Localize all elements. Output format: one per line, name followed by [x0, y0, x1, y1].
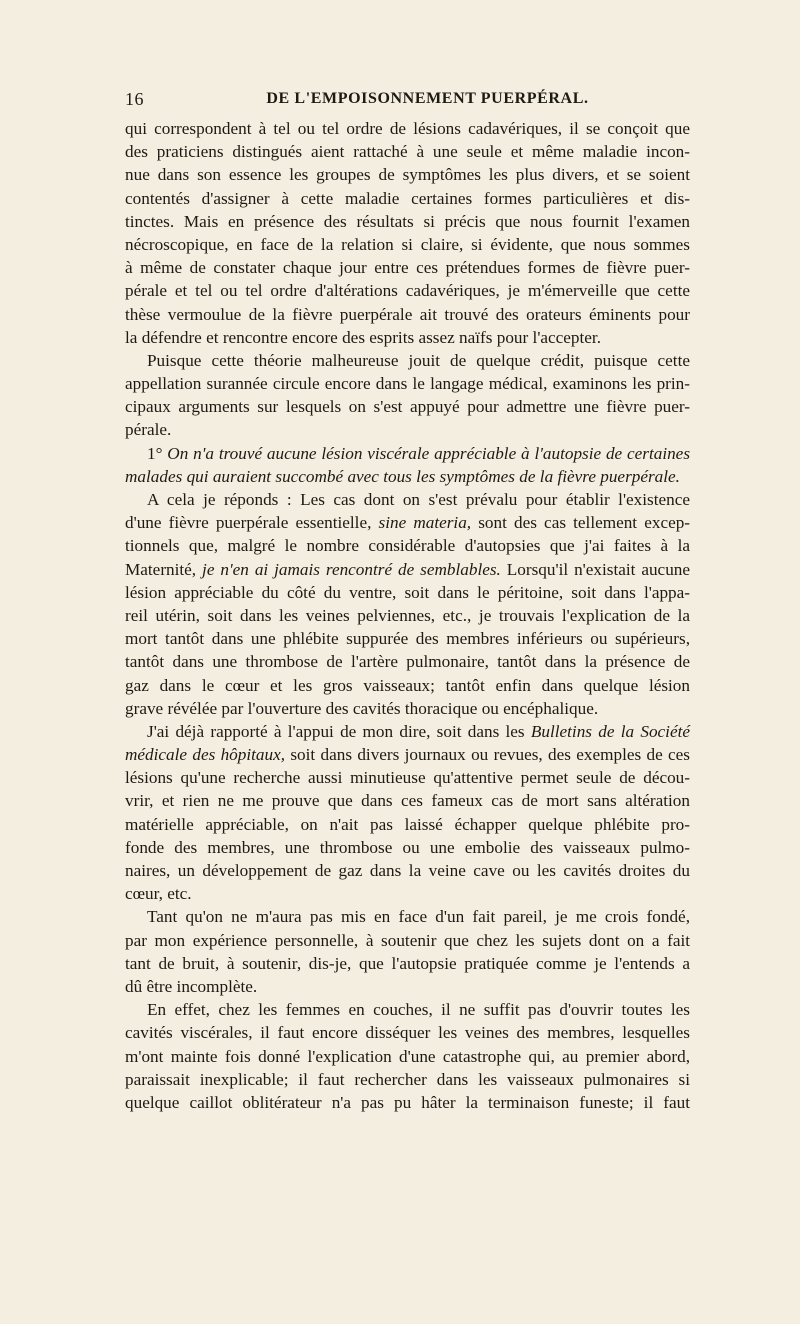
text-line — [125, 395, 690, 418]
text-line — [125, 1091, 690, 1114]
text-line — [125, 372, 690, 395]
text-line — [125, 442, 690, 465]
text-run: nue dans son essence les groupes de symptômes les plus divers, et se soient — [125, 165, 690, 185]
text-line — [125, 975, 690, 998]
text-run: matérielle appréciable, on n'ait pas laissé échapper quelque phlébite pro- — [125, 814, 690, 834]
text-run: tinctes. Mais en présence des résultats si précis que nous fournit l'examen — [125, 211, 690, 231]
text-line — [125, 163, 690, 186]
text-run: à même de constater chaque jour entre ces prétendues formes de fièvre puer- — [125, 258, 690, 278]
text-run: Puisque cette théorie malheureuse jouit de quelque crédit, puisque cette — [147, 350, 690, 370]
text-run: vrir, et rien ne me prouve que dans ces fameux cas de mort sans altération — [125, 791, 690, 811]
page-number: 16 — [125, 89, 144, 109]
text-line — [125, 952, 690, 975]
text-run: A cela je réponds : Les cas dont on s'est prévalu pour établir l'existence — [147, 490, 690, 509]
text-line — [125, 465, 690, 488]
text-run: Maternité, — [125, 559, 203, 579]
text-run: grave révélée par l'ouverture des cavités thoracique ou encéphalique. — [125, 698, 599, 718]
text-line — [125, 766, 690, 789]
text-line — [125, 418, 690, 441]
text-line — [125, 558, 690, 581]
text-line — [125, 511, 690, 534]
text-line — [125, 674, 690, 697]
text-line — [125, 743, 690, 766]
text-run: paraissait inexplicable; il faut rechercher dans les vaisseaux pulmonaires si — [125, 1069, 690, 1089]
text-line — [125, 187, 690, 210]
italic-run: je n'en ai jamais rencontré de semblables. — [202, 559, 501, 579]
text-run: fonde des membres, une thrombose ou une embolie des vaisseaux pulmo- — [125, 837, 690, 857]
text-run: En effet, chez les femmes en couches, il ne suffit pas d'ouvrir toutes les — [147, 1000, 690, 1020]
text-run: par mon expérience personnelle, à soutenir que chez les sujets dont on a fait — [125, 930, 690, 950]
text-run: gaz dans le cœur et les gros vaisseaux; tantôt enfin dans quelque lésion — [125, 675, 690, 695]
text-line — [125, 720, 690, 743]
text-run: Tant qu'on ne m'aura pas mis en face d'un fait pareil, je me crois fondé, — [147, 907, 690, 927]
text-run: tant de bruit, à soutenir, dis-je, que l'autopsie pratiquée comme je l'entends a — [125, 953, 690, 973]
text-run: quelque caillot oblitérateur n'a pas pu hâter la terminaison funeste; il faut — [125, 1092, 690, 1112]
text-line — [125, 581, 690, 604]
text-line — [125, 604, 690, 627]
text-run: lésion appréciable du côté du ventre, soit dans le péritoine, soit dans l'appa- — [125, 582, 690, 602]
text-line — [125, 326, 690, 349]
text-line — [125, 1021, 690, 1044]
text-line — [125, 140, 690, 163]
text-line — [125, 929, 690, 952]
text-line — [125, 488, 690, 511]
running-head: DE L'EMPOISONNEMENT PUERPÉRAL. — [266, 90, 589, 107]
text-line — [125, 1068, 690, 1091]
text-line — [125, 279, 690, 302]
text-line — [125, 836, 690, 859]
text-run: soit dans divers journaux ou revues, des exemples de ces — [285, 745, 690, 765]
text-line — [125, 627, 690, 650]
text-run: tionnels que, malgré le nombre considérable d'autopsies que j'ai faites à la — [125, 536, 690, 556]
text-line — [125, 697, 690, 720]
text-run: qui correspondent à tel ou tel ordre de lésions cadavériques, il se conçoit que — [125, 119, 690, 138]
text-run: Lorsqu'il n'existait aucune — [500, 559, 691, 579]
text-run: J'ai déjà rapporté à l'appui de mon dire, soit dans les — [147, 721, 531, 741]
text-run: naires, un développement de gaz dans la veine cave ou les cavités droites du — [125, 861, 690, 880]
italic-run: malades qui auraient succombé avec tous les symptômes de la fièvre puerpérale. — [125, 466, 680, 486]
text-run: dû être incomplète. — [125, 976, 258, 996]
text-line — [125, 303, 690, 326]
text-line — [125, 905, 690, 928]
italic-run: sine materia, — [378, 513, 472, 533]
text-line — [125, 534, 690, 557]
text-run: sont des cas tellement excep- — [471, 513, 691, 533]
text-line — [125, 859, 690, 882]
text-line — [125, 210, 690, 233]
text-run: 1° — [147, 443, 168, 463]
text-line — [125, 233, 690, 256]
text-line — [125, 1045, 690, 1068]
text-run: cavités viscérales, il faut encore disséquer les veines des membres, lesquelles — [125, 1023, 690, 1043]
text-line — [125, 882, 690, 905]
text-line — [125, 998, 690, 1021]
text-run: thèse vermoulue de la fièvre puerpérale ait trouvé des orateurs éminents pour — [125, 304, 690, 324]
italic-run: On n'a trouvé aucune lésion viscérale appréciable à l'autopsie de certaines — [167, 443, 691, 463]
text-run: reil utérin, soit dans les veines pelviennes, etc., je trouvais l'explication de la — [125, 605, 690, 625]
text-run: contentés d'assigner à cette maladie certaines formes particulières et dis- — [125, 188, 690, 208]
text-run: des praticiens distingués aient rattaché à une seule et même maladie incon- — [125, 142, 690, 162]
text-line — [125, 349, 690, 372]
text-line — [125, 813, 690, 836]
text-run: la défendre et rencontre encore des esprits assez naïfs pour l'accepter. — [125, 327, 601, 347]
text-run: nécroscopique, en face de la relation si claire, si évidente, que nous sommes — [125, 234, 690, 254]
text-run: pérale. — [125, 420, 172, 440]
text-line — [125, 650, 690, 673]
text-run: cœur, etc. — [125, 884, 192, 904]
text-line — [125, 789, 690, 812]
page-header — [125, 88, 690, 110]
text-run: appellation surannée circule encore dans le langage médical, examinons les prin- — [125, 374, 690, 394]
text-run: m'ont mainte fois donné l'explication d'une catastrophe qui, au premier abord, — [125, 1046, 690, 1066]
text-run: tantôt dans une thrombose de l'artère pulmonaire, tantôt dans la présence de — [125, 652, 690, 672]
text-line — [125, 256, 690, 279]
text-run: cipaux arguments sur lesquels on s'est appuyé pour admettre une fièvre puer- — [125, 397, 690, 417]
text-run: lésions qu'une recherche aussi minutieuse qu'attentive permet seule de décou- — [125, 768, 690, 788]
text-run: mort tantôt dans une phlébite suppurée des membres inférieurs ou supérieurs, — [125, 629, 690, 649]
italic-run: médicale des hôpitaux, — [125, 745, 286, 765]
text-line — [125, 117, 690, 140]
text-run: d'une fièvre puerpérale essentielle, — [125, 513, 379, 533]
italic-run: Bulletins de la Société — [530, 721, 690, 741]
text-run: pérale et tel ou tel ordre d'altérations cadavériques, je m'émerveille que cette — [125, 281, 690, 301]
body-text — [125, 117, 690, 1114]
